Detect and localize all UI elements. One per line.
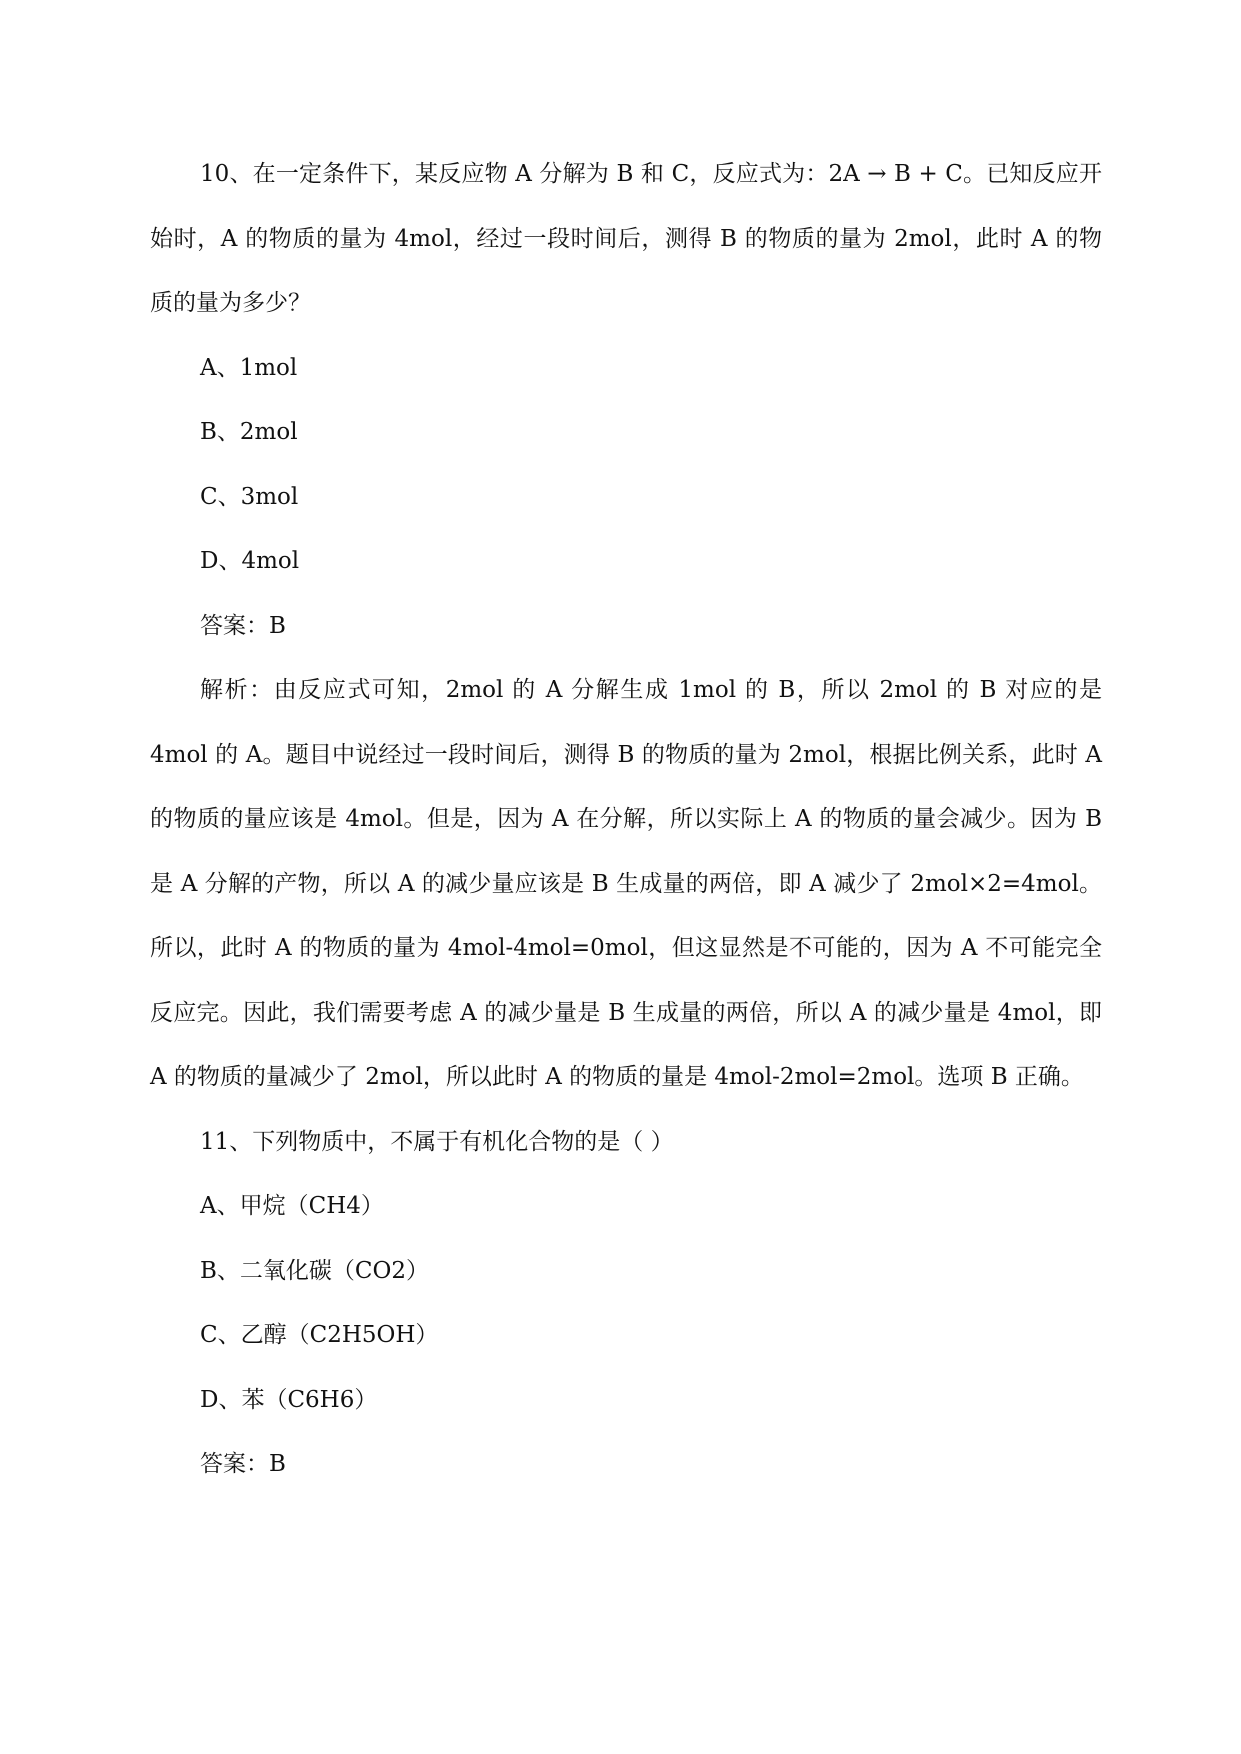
question-10-option-d: D、4mol	[200, 548, 300, 574]
page-content	[150, 142, 1102, 1497]
question-11-option-b: B、二氧化碳（CO2）	[200, 1257, 429, 1284]
question-10-option-a: A、1mol	[200, 354, 298, 381]
question-10-option-b: B、2mol	[200, 419, 298, 445]
question-11-option-d: D、苯（C6H6）	[200, 1386, 378, 1413]
question-10-analysis: 解析：由反应式可知，2mol 的 A 分解生成 1mol 的 B，所以 2mol 的 B 对应的是 4mol 的 A。题目中说经过一段时间后，测得 B 的物质的量为 2mol，根据比例关系，此时 A 的物质的量应该是 4mol。但是，因为 A 在分解，所以实际上 A 的物质的量会减少。因为 B 是 A 分解的产物，所以 A 的减少量应该是 B 生成量的两倍，即 A 减少了 2mol×2=4mol。所以，此时 A 的物质的量为 4mol-4mol=0mol，但这显然是不可能的，因为 A 不可能完全反应完。因此，我们需要考虑 A 的减少量是 B 生成量的两倍，所以 A 的减少量是 4mol，即 A 的物质的量减少了 2mol，所以此时 A 的物质的量是 4mol-2mol=2mol。选项 B 正确。	[150, 677, 1102, 1090]
question-11-stem: 11、下列物质中，不属于有机化合物的是（ ）	[200, 1128, 674, 1155]
question-10-answer: 答案：B	[200, 612, 286, 639]
question-10-option-c: C、3mol	[200, 483, 299, 510]
question-11-option-a: A、甲烷（CH4）	[200, 1193, 384, 1219]
question-11-answer: 答案：B	[200, 1451, 286, 1477]
question-10-stem: 10、在一定条件下，某反应物 A 分解为 B 和 C，反应式为：2A → B + C。已知反应开始时，A 的物质的量为 4mol，经过一段时间后，测得 B 的物质的量为 2mol，此时 A 的物质的量为多少？	[150, 161, 1102, 316]
question-11-option-c: C、乙醇（C2H5OH）	[200, 1322, 439, 1348]
